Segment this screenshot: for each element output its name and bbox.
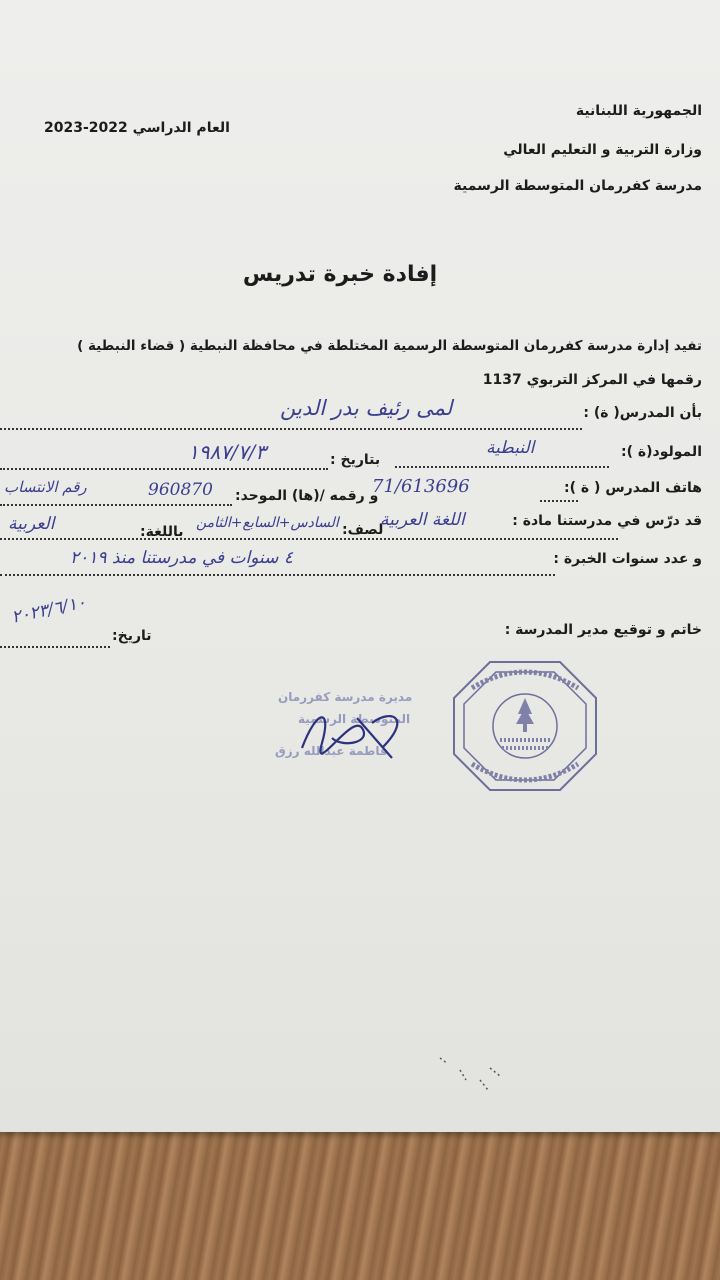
phone-dotted-line: [540, 500, 578, 502]
unified-value: 960870: [148, 480, 213, 500]
document-title: إفادة خبرة تدريس: [242, 262, 438, 287]
born-dotted-line: [395, 466, 609, 468]
date-label: بتاريخ :: [330, 452, 381, 468]
taught-label: قد درّس في مدرستنا مادة :: [512, 513, 702, 529]
class-value: السادس+السابع+الثامن: [196, 515, 339, 531]
subject-value: اللغة العربية: [380, 510, 465, 530]
years-value: ٤ سنوات في مدرستنا منذ ٢٠١٩: [70, 548, 293, 568]
years-dotted-line: [0, 574, 555, 576]
wooden-table: [0, 1125, 720, 1280]
intro-line-2: رقمها في المركز التربوي 1137: [482, 372, 702, 388]
sign-date-label: تاريخ:: [112, 628, 152, 644]
unified-dotted-line: [0, 504, 232, 506]
director-name: فاطمة عبدالله رزق: [275, 744, 388, 758]
unified-label: و رقمه /(ها) الموحد:: [235, 488, 379, 504]
phone-value: 71/613696: [372, 476, 470, 497]
header-republic: الجمهورية اللبنانية: [575, 103, 702, 119]
born-label: المولود(ة ):: [621, 444, 702, 460]
teacher-dotted-line: [0, 428, 582, 430]
intro-line-1: تفيد إدارة مدرسة كفررمان المتوسطة الرسمية المختلطة في محافظة النبطية ( قضاء النبطية ): [77, 338, 702, 354]
date-value: ١٩٨٧/٧/٣: [188, 440, 266, 464]
years-label: و عدد سنوات الخبرة :: [553, 551, 702, 567]
class-label: لصف:: [342, 522, 384, 538]
stamp-label: خاتم و توقيع مدير المدرسة :: [504, 622, 702, 638]
language-label: باللغة:: [140, 524, 184, 540]
teacher-label: بأن المدرس( ة) :: [583, 405, 702, 421]
sign-date-dotted-line: [0, 646, 110, 648]
language-value: العربية: [8, 514, 55, 534]
phone-label: هاتف المدرس ( ة ):: [564, 480, 702, 496]
taught-dotted-line: [0, 538, 618, 540]
born-value: النبطية: [486, 438, 535, 458]
teacher-value: لمى رئيف بدر الدين: [280, 396, 453, 420]
unified-extra: رقم الانتساب: [4, 478, 87, 496]
official-seal: [450, 658, 600, 793]
sign-date-value: ٢٠٢٣/٦/١٠: [9, 592, 88, 628]
director-line-1: مديرة مدرسة كفررمان: [278, 690, 413, 704]
header-ministry: وزارة التربية و التعليم العالي: [503, 142, 702, 158]
academic-year: العام الدراسي 2022-2023: [44, 120, 230, 136]
director-signature: [262, 688, 442, 768]
date-dotted-line: [0, 468, 328, 470]
paper-marks: [430, 1050, 510, 1100]
director-line-2: المتوسطة الرسمية: [298, 712, 411, 726]
header-school: مدرسة كفررمان المتوسطة الرسمية: [453, 178, 702, 194]
